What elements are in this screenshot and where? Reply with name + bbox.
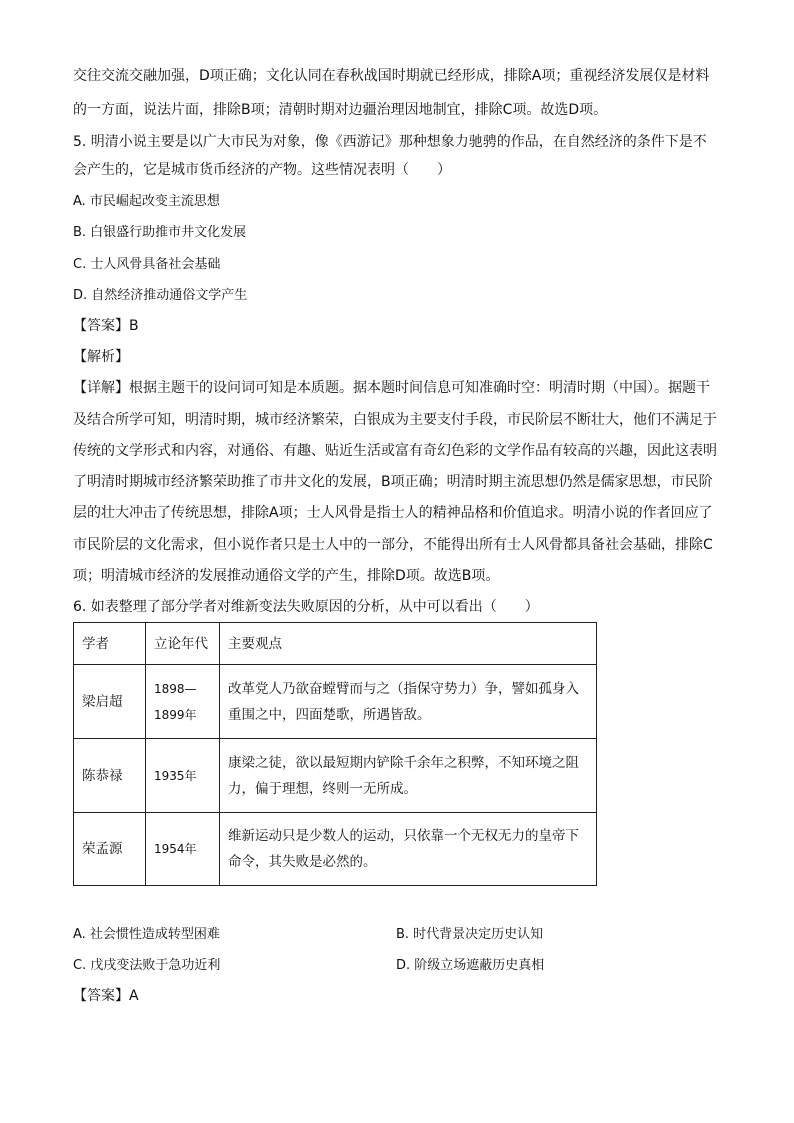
scholars-table xyxy=(73,622,597,886)
text-line: 的一方面，说法片面，排除B项；清朝时期对边疆治理因地制宜，排除C项。故选D项。 xyxy=(73,102,608,118)
q6-option-a: A. 社会惯性造成转型困难 xyxy=(73,927,220,942)
header-scholar: 学者 xyxy=(74,623,146,665)
view-line: 维新运动只是少数人的运动，只依靠一个无权无力的皇帝下 xyxy=(228,828,579,844)
table-row xyxy=(74,665,597,739)
year-line: 1935年 xyxy=(154,768,197,783)
q5-detail-line: 【详解】根据主题干的设问词可知是本质题。据本题时间信息可知准确时空：明清时期（中国）。据题干 xyxy=(73,380,710,396)
q6-option-b: B. 时代背景决定历史认知 xyxy=(396,927,544,942)
year-line: 1954年 xyxy=(154,842,197,856)
q5-detail-line: 市民阶层的文化需求，但小说作者只是士人中的一部分，不能得出所有士人风骨都具备社会基础，排除C xyxy=(73,537,713,553)
scholar-name: 荣孟源 xyxy=(74,813,146,886)
view-cell xyxy=(220,665,597,739)
q6-option-d: D. 阶级立场遮蔽历史真相 xyxy=(396,958,545,973)
q6-option-c: C. 戊戌变法败于急功近利 xyxy=(73,958,221,973)
year-cell xyxy=(146,665,220,739)
q6-answer: 【答案】A xyxy=(73,988,139,1004)
table-row xyxy=(74,813,597,886)
year-cell xyxy=(146,739,220,813)
view-line: 重围之中，四面楚歌，所遇皆敌。 xyxy=(228,706,431,723)
table-row xyxy=(74,739,597,813)
view-line: 康梁之徒，欲以最短期内铲除千余年之积弊，不知环境之阻 xyxy=(228,754,579,771)
header-view: 主要观点 xyxy=(220,623,597,665)
view-line: 命令，其失败是必然的。 xyxy=(228,854,377,870)
year-cell xyxy=(146,813,220,886)
q5-detail-line: 项；明清城市经济的发展推动通俗文学的产生，排除D项。故选B项。 xyxy=(73,568,500,584)
scholar-name: 梁启超 xyxy=(74,665,146,739)
scholar-name: 陈恭禄 xyxy=(74,739,146,813)
table-header-row xyxy=(74,623,597,665)
q5-option-c: C. 士人风骨具备社会基础 xyxy=(73,257,221,272)
year-line: 1898— xyxy=(154,681,197,696)
q5-option-a: A. 市民崛起改变主流思想 xyxy=(73,194,220,209)
question-5-stem: 5. 明清小说主要是以广大市民为对象，像《西游记》那种想象力驰骋的作品，在自然经济的条件下是不 xyxy=(73,134,707,150)
view-cell xyxy=(220,813,597,886)
view-cell xyxy=(220,739,597,813)
q5-detail-line: 了明清时期城市经济繁荣助推了市井文化的发展，B项正确；明清时期主流思想仍然是儒家思想，市民阶 xyxy=(73,474,713,490)
q5-detail-line: 传统的文学形式和内容，对通俗、有趣、贴近生活或富有奇幻色彩的文学作品有较高的兴趣，因此这表明 xyxy=(73,443,717,459)
view-line: 力，偏于理想，终则一无所成。 xyxy=(228,780,417,797)
question-5-stem: 会产生的，它是城市货币经济的产物。这些情况表明（ ） xyxy=(73,162,451,178)
q5-detail-line: 层的壮大冲击了传统思想，排除A项；士人风骨是指士人的精神品格和价值追求。明清小说的作者回应了 xyxy=(73,505,713,521)
text-line: 交往交流交融加强，D项正确；文化认同在春秋战国时期就已经形成，排除A项；重视经济发展仅是材料 xyxy=(73,68,710,84)
q5-detail-line: 及结合所学可知，明清时期，城市经济繁荣，白银成为主要支付手段，市民阶层不断壮大，他们不满足于 xyxy=(73,412,717,428)
question-6-stem: 6. 如表整理了部分学者对维新变法失败原因的分析，从中可以看出（ ） xyxy=(73,599,539,615)
header-year: 立论年代 xyxy=(146,623,220,665)
view-line: 改革党人乃欲奋螳臂而与之（指保守势力）争，譬如孤身入 xyxy=(228,680,579,697)
q5-option-d: D. 自然经济推动通俗文学产生 xyxy=(73,288,248,303)
q5-analysis-label: 【解析】 xyxy=(73,349,129,365)
year-line: 1899年 xyxy=(154,707,197,722)
q5-answer: 【答案】B xyxy=(73,318,139,334)
q5-option-b: B. 白银盛行助推市井文化发展 xyxy=(73,225,247,240)
